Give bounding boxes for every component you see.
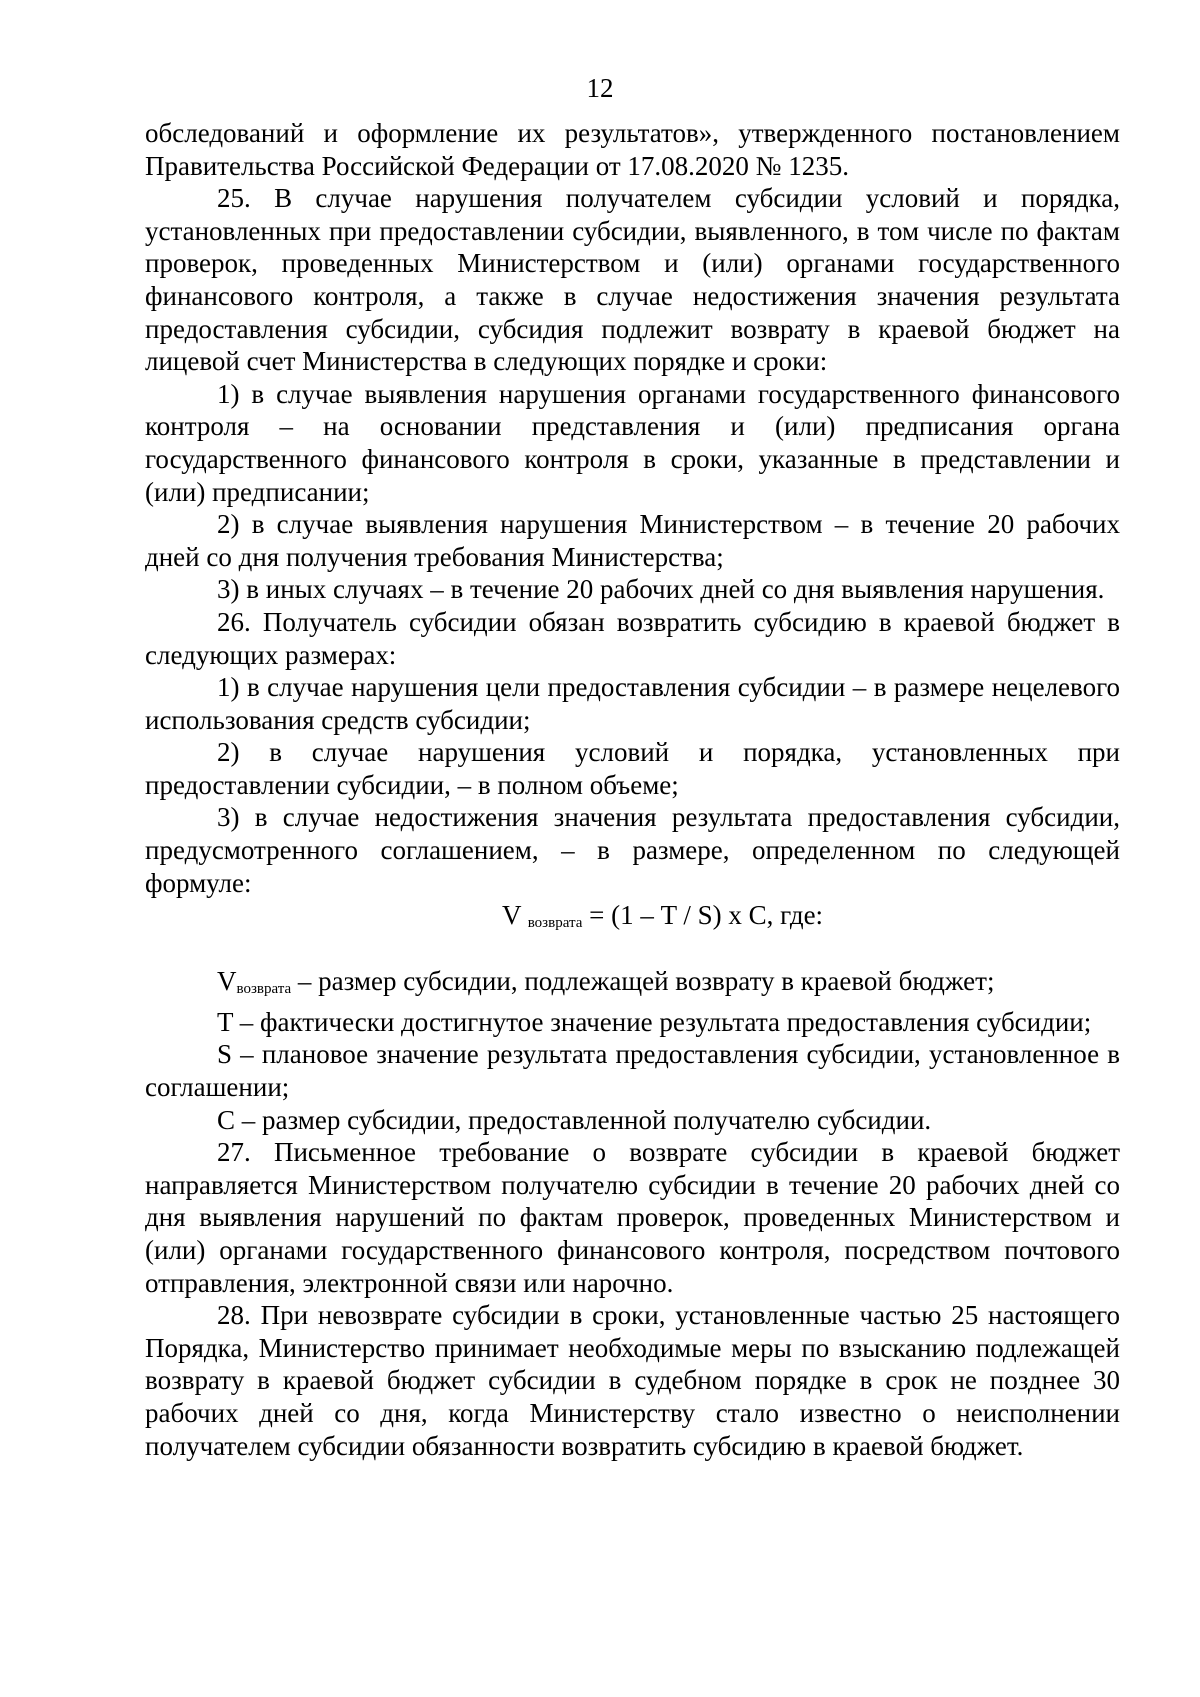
refund-formula	[145, 899, 1120, 965]
definition-v-symbol: V	[217, 966, 237, 997]
definition-v-subscript: возврата	[236, 981, 292, 998]
paragraph-26-item-3: 3) в случае недостижения значения результата предоставления субсидии, предусмотренного соглашением, – в размере, определенном по следующей формуле:	[145, 802, 1120, 898]
formula-symbol: V	[501, 900, 521, 931]
paragraph-26: 26. Получатель субсидии обязан возвратить субсидию в краевой бюджет в следующих размерах:	[145, 606, 1120, 670]
paragraph-26-item-2: 2) в случае нарушения условий и порядка, установленных при предоставлении субсидии, – в полном объеме;	[145, 737, 1120, 800]
definition-v	[145, 965, 1120, 1006]
paragraph-continuation: обследований и оформление их результатов», утвержденного постановлением Правительства Российской Федерации от 17.08.2020 № 1235.	[145, 118, 1120, 181]
document-body	[145, 117, 1120, 1462]
definition-t: T – фактически достигнутое значение результата предоставления субсидии;	[217, 1006, 1092, 1037]
paragraph-25-item-1: 1) в случае выявления нарушения органами государственного финансового контроля – на основании представления и (или) предписания органа государственного финансового контроля в сроки, указанные в представлении и (или) предписании;	[145, 378, 1120, 507]
page-number: 12	[586, 73, 614, 103]
paragraph-25: 25. В случае нарушения получателем субсидии условий и порядка, установленных при предоставлении субсидии, выявленного, в том числе по фактам проверок, проведенных Министерством и (или) органами государственного финансового контроля, а также в случае недостижения значения результата предоставления субсидии, субсидия подлежит возврату в краевой бюджет на лицевой счет Министерства в следующих порядке и сроки:	[145, 183, 1120, 377]
definition-s: S – плановое значение результата предоставления субсидии, установленное в соглашении;	[145, 1039, 1120, 1103]
definition-v-text: – размер субсидии, подлежащей возврату в краевой бюджет;	[291, 966, 995, 997]
paragraph-25-item-2: 2) в случае выявления нарушения Министерством – в течение 20 рабочих дней со дня получения требования Министерства;	[145, 509, 1120, 572]
paragraph-26-item-1: 1) в случае нарушения цели предоставления субсидии – в размере нецелевого использования средств субсидии;	[145, 672, 1120, 735]
paragraph-25-item-3: 3) в иных случаях – в течение 20 рабочих дней со дня выявления нарушения.	[217, 574, 1105, 605]
formula-expression: = (1 – T / S) x C, где:	[582, 900, 824, 931]
definition-c: C – размер субсидии, предоставленной получателю субсидии.	[217, 1104, 932, 1135]
paragraph-28: 28. При невозврате субсидии в сроки, установленные частью 25 настоящего Порядка, Министерство принимает необходимые меры по взысканию подлежащей возврату в краевой бюджет субсидии в судебном порядке в срок не позднее 30 рабочих дней со дня, когда Министерству стало известно о неисполнении получателем субсидии обязанности возвратить субсидию в краевой бюджет.	[145, 1300, 1120, 1461]
formula-subscript: возврата	[527, 915, 583, 932]
paragraph-27: 27. Письменное требование о возврате субсидии в краевой бюджет направляется Министерством получателю субсидии в течение 20 рабочих дней со дня выявления нарушений по фактам проверок, проведенных Министерством и (или) органами государственного финансового контроля, посредством почтового отправления, электронной связи или нарочно.	[145, 1137, 1120, 1298]
